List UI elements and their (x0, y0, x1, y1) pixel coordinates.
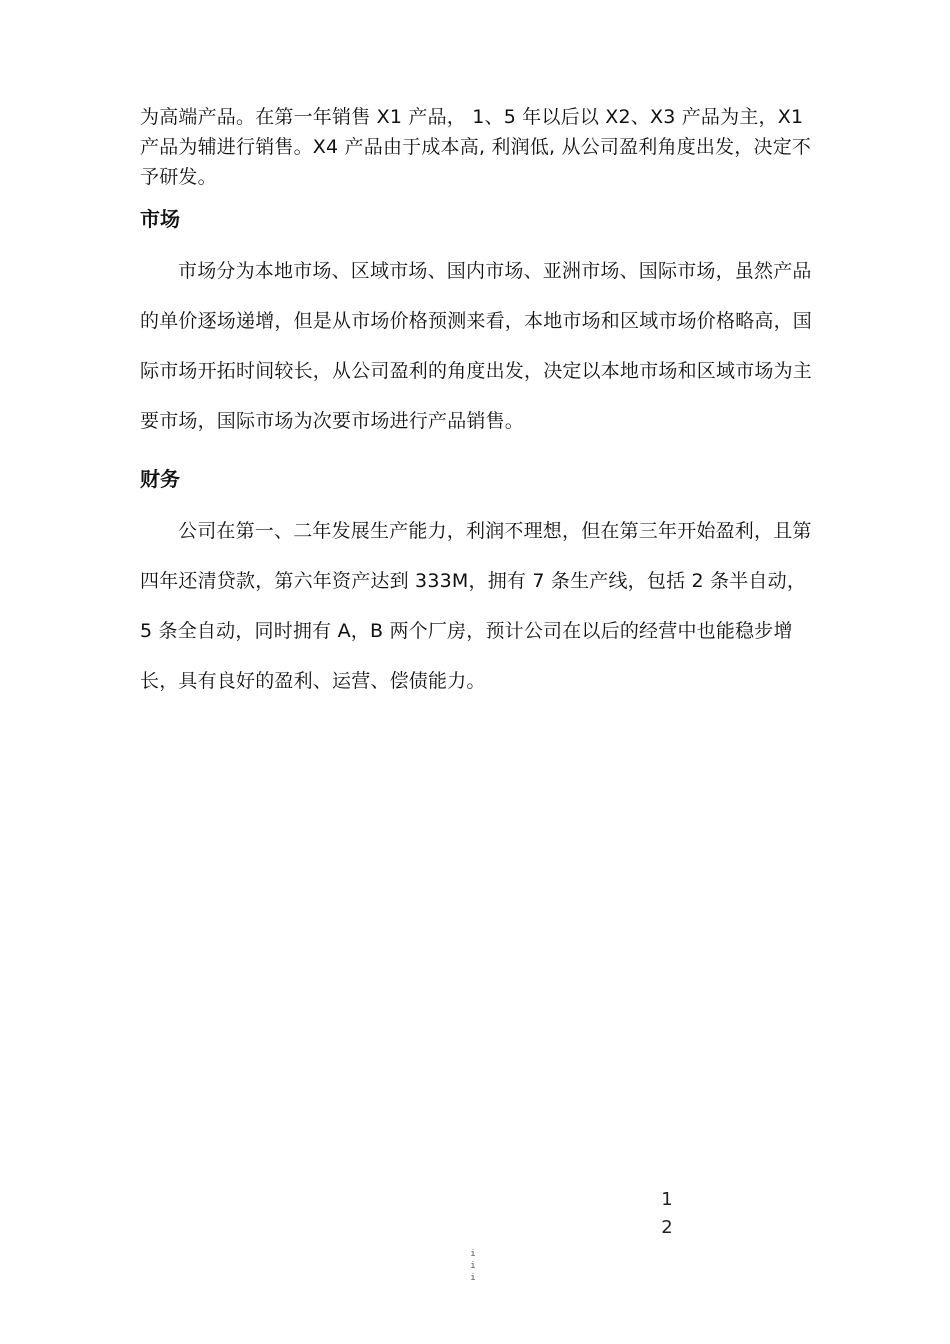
finance-paragraph: 公司在第一、二年发展生产能力，利润不理想，但在第三年开始盈利，且第四年还清贷款，第六年资产达到 333M，拥有 7 条生产线，包括 2 条半自动，5 条全自动，同时拥有 A，B 两个厂房，预计公司在以后的经营中也能稳步增长，具有良好的盈利、运营、偿债能力。 (140, 520, 812, 692)
section-break-mark (470, 1248, 476, 1284)
market-heading: 市场 (140, 207, 180, 231)
intro-paragraph: 为高端产品。在第一年销售 X1 产品， 1、5 年以后以 X2、X3 产品为主，X1 产品为辅进行销售。X4 产品由于成本高, 利润低, 从公司盈利角度出发，决定不予研发。 (140, 106, 812, 188)
section-mark-char-3: i (470, 1273, 476, 1283)
document-body (140, 102, 812, 706)
page-number-digit-1: 1 (661, 1189, 673, 1210)
section-mark-char-1: i (470, 1249, 476, 1259)
page-number (652, 1186, 682, 1242)
section-mark-char-2: i (470, 1261, 476, 1271)
page-number-digit-2: 2 (661, 1217, 673, 1238)
finance-heading: 财务 (140, 467, 180, 491)
market-paragraph: 市场分为本地市场、区域市场、国内市场、亚洲市场、国际市场，虽然产品的单价逐场递增，但是从市场价格预测来看，本地市场和区域市场价格略高，国际市场开拓时间较长，从公司盈利的角度出发，决定以本地市场和区域市场为主要市场，国际市场为次要市场进行产品销售。 (140, 260, 813, 432)
